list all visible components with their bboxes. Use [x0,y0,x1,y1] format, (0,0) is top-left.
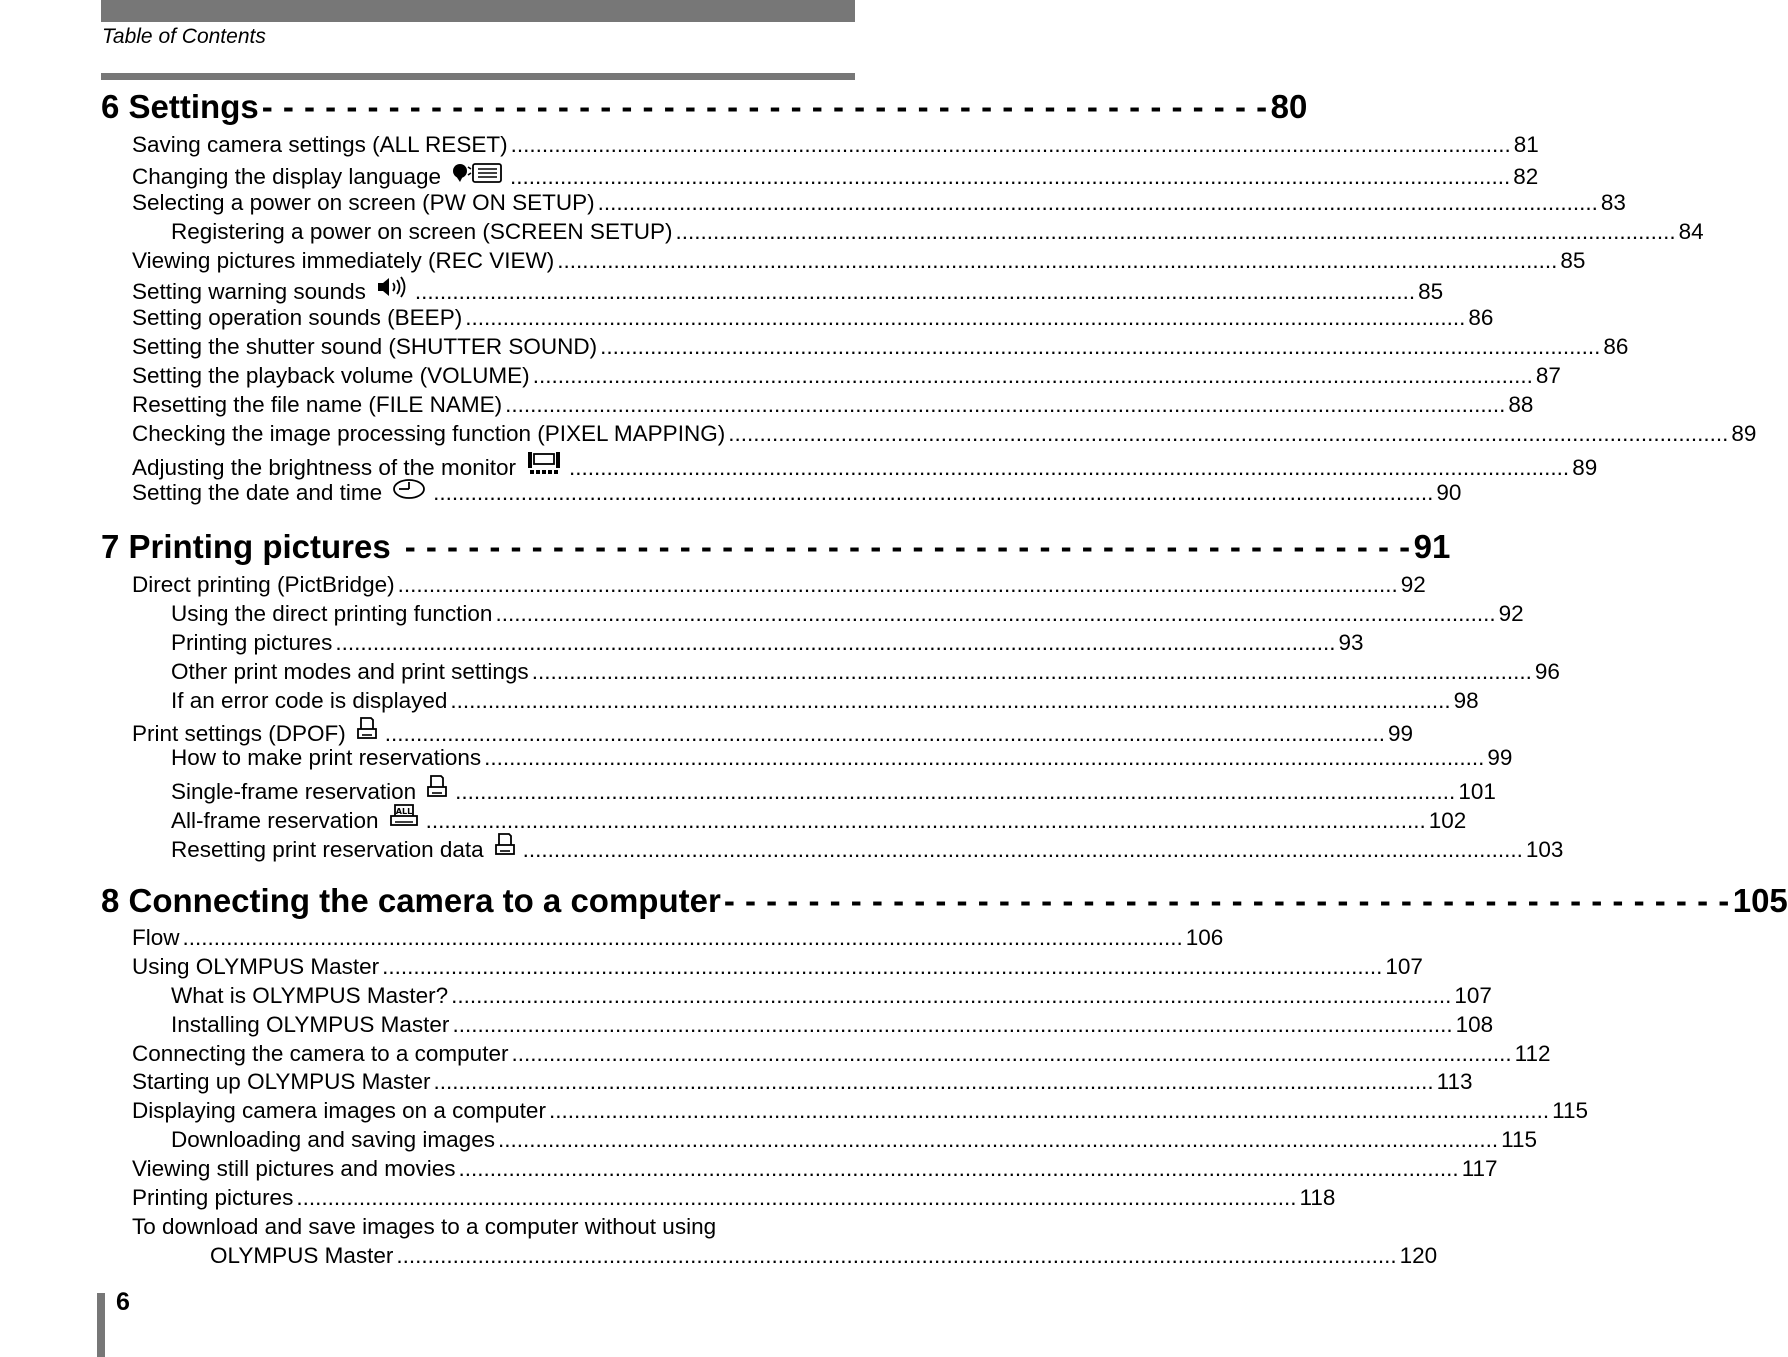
section-page: 80 [1270,88,1308,125]
entry-page: 101 [1458,779,1496,805]
entry-title: All-frame reservation [171,808,379,834]
entry-page: 99 [1388,721,1414,747]
section-dash-leader: - - - - - - - - - - - - - - - - - - - - - - - - - - - - - - - - - - - - - - - - - - - - - - - - [723,882,1730,919]
entry-title: Using OLYMPUS Master [132,953,380,979]
toc-entry[interactable] [101,131,1539,160]
entry-list [101,924,1589,1213]
dot-leader: ................................................................................................................................................................ [511,1040,1512,1066]
toc-entry-multiline[interactable] [101,1213,1438,1270]
toc-entry[interactable] [101,247,1586,276]
section-heading[interactable] [101,882,1788,928]
entry-title: If an error code is displayed [171,687,448,713]
entry-page: 106 [1185,925,1224,950]
section-title: 8 Connecting the camera to a computer [101,882,721,919]
entry-title: How to make print reservations [171,745,482,771]
header-rule [101,73,855,80]
dot-leader: ................................................................................................................................................................ [510,163,1511,189]
entry-title: Setting the playback volume (VOLUME) [132,363,530,389]
dot-leader: ................................................................................................................................................................ [522,837,1523,863]
dot-leader: ................................................................................................................................................................ [450,687,1451,713]
entry-page: 92 [1498,600,1524,626]
toc-entry[interactable] [101,391,1534,420]
section-dash-leader: - - - - - - - - - - - - - - - - - - - - - - - - - - - - - - - - - - - - - - - - - - - - - - - - [261,88,1268,125]
entry-page: 88 [1508,392,1534,418]
toc-entry[interactable] [101,658,1560,687]
toc-entry[interactable] [101,1184,1336,1213]
entry-title: Single-frame reservation [171,779,417,805]
toc-entry[interactable] [101,773,1496,805]
entry-page: 107 [1454,982,1492,1008]
toc-entry[interactable] [101,953,1423,982]
toc-entry[interactable] [101,1011,1494,1040]
toc-entry[interactable] [101,449,1598,480]
entry-title: Changing the display language [132,163,441,189]
toc-entry[interactable] [101,478,1462,507]
entry-title: Setting the shutter sound (SHUTTER SOUND) [132,334,598,360]
toc-entry[interactable] [101,687,1479,716]
entry-title: Installing OLYMPUS Master [171,1011,450,1037]
entry-page: 92 [1400,572,1426,597]
entry-page: 113 [1436,1069,1473,1095]
print-order-icon [494,831,516,865]
running-title: Table of Contents [102,25,266,48]
section-page: 105 [1732,882,1788,919]
dot-leader: ................................................................................................................................................................ [296,1185,1297,1211]
entry-title: What is OLYMPUS Master? [171,982,449,1008]
toc-entry[interactable] [101,362,1561,391]
dot-leader: ................................................................................................................................................................ [531,658,1532,684]
dot-leader: ................................................................................................................................................................ [600,334,1601,360]
print-all-icon-label: ALL [395,807,412,817]
entry-page: 89 [1572,454,1598,480]
entry-page: 102 [1428,808,1467,834]
section-8 [101,882,1788,1270]
dot-leader: ................................................................................................................................................................ [451,982,1452,1008]
dot-leader: ................................................................................................................................................................ [425,808,1426,834]
entry-page: 86 [1603,334,1629,360]
entry-title: Print settings (DPOF) [132,721,346,747]
section-7 [101,528,1564,863]
entry-list [101,571,1564,863]
entry-title: Downloading and saving images [171,1127,495,1153]
dot-leader: ................................................................................................................................................................ [433,479,1434,505]
entry-title: Flow [132,925,180,950]
entry-page: 86 [1468,305,1494,331]
toc-entry[interactable] [101,831,1564,863]
section-6 [101,88,1757,507]
toc-entry[interactable] [101,218,1704,247]
entry-page: 107 [1385,953,1423,979]
toc-entry[interactable] [101,600,1524,629]
dot-leader: ................................................................................................................................................................ [384,721,1385,747]
dot-leader: ................................................................................................................................................................ [597,189,1598,215]
toc-entry[interactable] [101,1155,1498,1184]
dot-leader: ................................................................................................................................................................ [510,132,1511,157]
toc-entry[interactable] [101,924,1224,953]
section-dash-leader: - - - - - - - - - - - - - - - - - - - - - - - - - - - - - - - - - - - - - - - - - - - - - - - - [404,528,1411,565]
entry-page: 87 [1535,363,1561,389]
entry-page: 85 [1560,247,1586,273]
toc-entry[interactable] [101,275,1444,305]
page-number: 6 [116,1288,130,1316]
entry-title: Saving camera settings (ALL RESET) [132,132,508,157]
clock-icon [392,478,426,508]
section-title: 6 Settings [101,88,259,125]
toc-entry[interactable] [101,802,1467,834]
entry-title: Setting warning sounds [132,279,366,305]
entry-title-line2: OLYMPUS Master [210,1242,394,1268]
entry-title: Printing pictures [132,1185,294,1211]
entry-page: 115 [1552,1098,1589,1124]
entry-page: 82 [1513,163,1539,189]
entry-page: 120 [1399,1242,1438,1268]
entry-title: Adjusting the brightness of the monitor [132,454,516,480]
entry-page: 98 [1453,687,1479,713]
section-title: 7 Printing pictures [101,528,391,565]
entry-page: 96 [1534,658,1560,684]
entry-title: Other print modes and print settings [171,658,529,684]
dot-leader: ................................................................................................................................................................ [335,629,1336,655]
entry-title: Starting up OLYMPUS Master [132,1069,431,1095]
dot-leader: ................................................................................................................................................................ [182,925,1183,950]
entry-page: 103 [1525,837,1564,863]
toc-entry[interactable] [101,1040,1551,1069]
entry-page: 81 [1513,132,1539,157]
toc-entry[interactable] [101,1068,1473,1097]
sound-icon [376,275,408,307]
dot-leader: ................................................................................................................................................................ [455,779,1456,805]
toc-entry[interactable] [101,715,1414,747]
entry-title: Displaying camera images on a computer [132,1098,546,1124]
entry-title: Using the direct printing function [171,600,493,626]
toc-entry[interactable] [101,1126,1538,1155]
header-bar [101,0,855,22]
entry-page: 93 [1338,629,1364,655]
entry-page: 85 [1418,279,1444,305]
toc-entry[interactable] [101,629,1364,658]
entry-title: Direct printing (PictBridge) [132,572,395,597]
section-heading[interactable] [101,88,1308,134]
dot-leader: ................................................................................................................................................................ [433,1069,1434,1095]
entry-page: 118 [1299,1185,1336,1211]
dot-leader: ................................................................................................................................................................ [452,1011,1453,1037]
entry-title: Selecting a power on screen (PW ON SETUP) [132,189,595,215]
toc-entry[interactable] [101,189,1626,218]
toc-entry[interactable] [101,1097,1589,1126]
monitor-brightness-icon [526,449,562,483]
dot-leader: ................................................................................................................................................................ [458,1156,1459,1182]
entry-page: 84 [1678,218,1704,244]
entry-title: Connecting the camera to a computer [132,1040,509,1066]
entry-title: Resetting the file name (FILE NAME) [132,392,503,418]
dot-leader: ................................................................................................................................................................ [568,454,1570,480]
entry-title: Resetting print reservation data [171,837,484,863]
entry-page: 112 [1514,1040,1551,1066]
dot-leader: ................................................................................................................................................................ [382,953,1383,979]
entry-page: 99 [1487,745,1513,771]
toc-entry[interactable] [101,304,1494,333]
dot-leader: ................................................................................................................................................................ [505,392,1506,418]
dot-leader: ................................................................................................................................................................ [497,1127,1499,1153]
entry-title: Viewing still pictures and movies [132,1156,456,1182]
dot-leader: ................................................................................................................................................................ [396,1242,1397,1268]
entry-page: 108 [1455,1011,1494,1037]
dot-leader: ................................................................................................................................................................ [465,305,1466,331]
dot-leader: ................................................................................................................................................................ [484,745,1485,771]
entry-page: 117 [1461,1156,1498,1182]
entry-title-line1: To download and save images to a computer without using [132,1213,717,1239]
dot-leader: ................................................................................................................................................................ [548,1098,1550,1124]
entry-title: Setting operation sounds (BEEP) [132,305,463,331]
page-number-bar [97,1293,105,1357]
dot-leader: ................................................................................................................................................................ [557,247,1558,273]
toc-entry[interactable] [101,333,1629,362]
entry-title: Printing pictures [171,629,333,655]
entry-page: 90 [1436,479,1462,505]
toc-entry[interactable] [101,420,1757,449]
entry-title: Registering a power on screen (SCREEN SETUP) [171,218,673,244]
entry-page: 115 [1501,1127,1538,1153]
language-icon [451,160,503,192]
dot-leader: ................................................................................................................................................................ [532,363,1533,389]
entry-page: 83 [1600,189,1626,215]
entry-title: Checking the image processing function (PIXEL MAPPING) [132,420,726,446]
entry-page: 89 [1731,420,1757,446]
print-all-icon [389,802,419,836]
section-heading[interactable] [101,528,1451,574]
dot-leader: ................................................................................................................................................................ [414,279,1416,305]
toc-entry[interactable] [101,744,1513,773]
toc-entry[interactable] [101,982,1492,1011]
entry-line2 [132,1242,1438,1270]
dot-leader: ................................................................................................................................................................ [397,572,1398,597]
toc-entry[interactable] [101,160,1539,189]
dot-leader: ................................................................................................................................................................ [495,600,1496,626]
section-page: 91 [1413,528,1451,565]
entry-title: Setting the date and time [132,479,383,505]
toc-entry[interactable] [101,571,1426,600]
dot-leader: ................................................................................................................................................................ [675,218,1676,244]
entry-title: Viewing pictures immediately (REC VIEW) [132,247,555,273]
entry-list [101,131,1757,507]
dot-leader: ................................................................................................................................................................ [728,420,1729,446]
print-order-icon [426,773,448,807]
